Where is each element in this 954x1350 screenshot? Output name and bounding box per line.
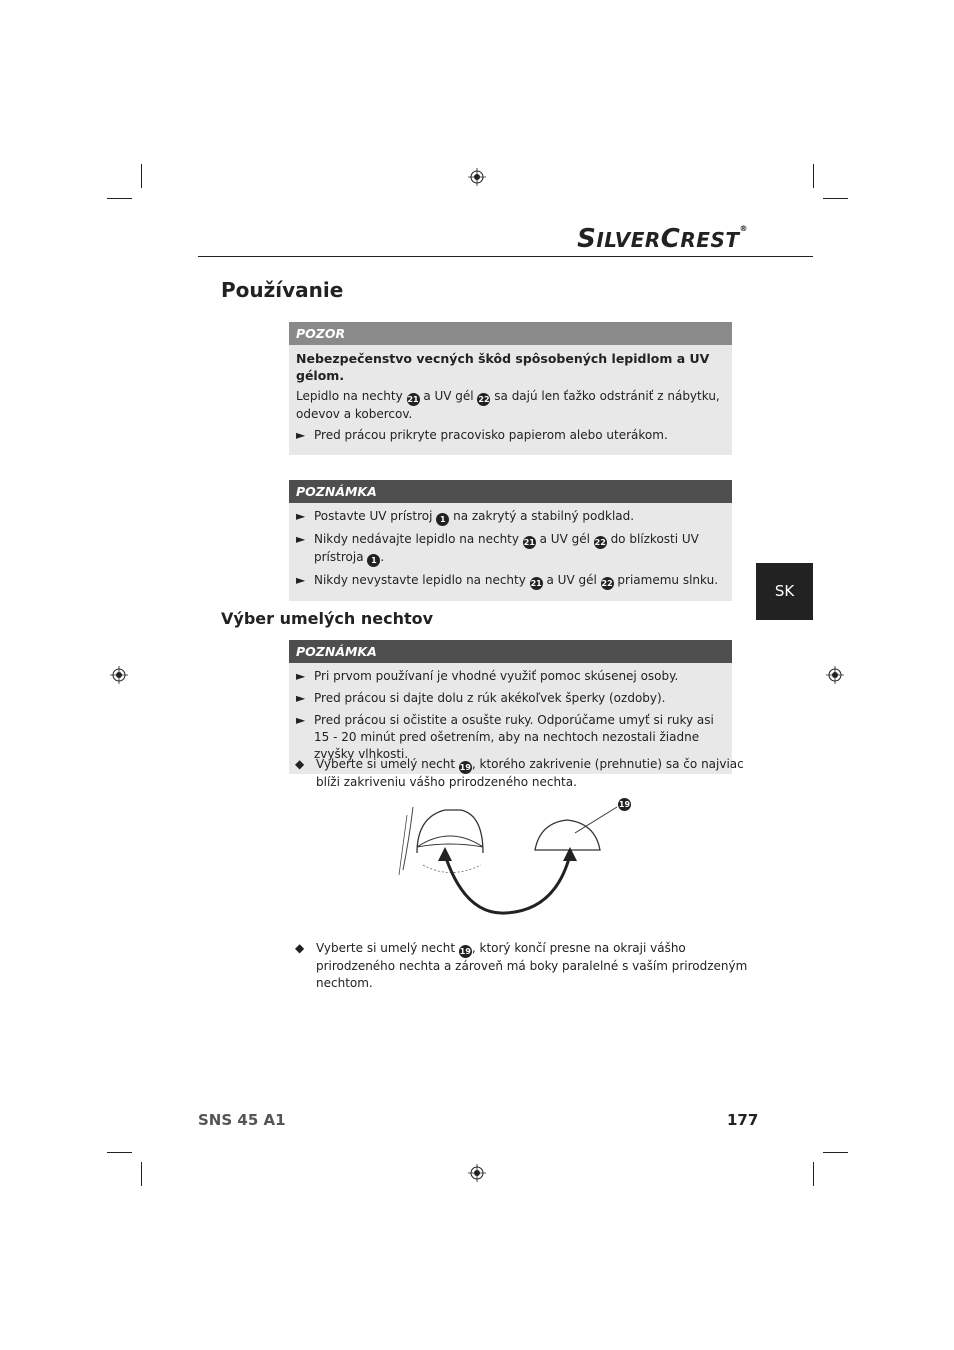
ref-number-icon: 21	[407, 395, 419, 404]
caution-box-header: POZOR	[289, 322, 732, 345]
note-item: ► Pri prvom používaní je vhodné využiť pomoc skúsenej osoby.	[296, 669, 679, 683]
note-box-header: POZNÁMKA	[289, 640, 732, 663]
instruction-step: ◆ Vyberte si umelý necht 19, ktorého zakrivenie (prehnutie) sa čo najviac blíži zakriveniu vášho prirodzeného nechta.	[295, 757, 744, 789]
triangle-bullet-icon: ►	[296, 669, 306, 683]
note-item: ► Pred prácou si dajte dolu z rúk akékoľvek šperky (ozdoby).	[296, 691, 666, 705]
note-box-2	[289, 640, 732, 774]
ref-number-icon: 1	[436, 513, 449, 526]
triangle-bullet-icon: ►	[296, 713, 306, 727]
section-title: Výber umelých nechtov	[221, 609, 434, 628]
nail-curvature-illustration	[395, 795, 645, 920]
crop-mark	[823, 198, 848, 199]
ref-number-icon: 1	[367, 554, 380, 567]
crop-mark	[141, 164, 142, 188]
ref-number-icon: 22	[594, 538, 606, 547]
page-title: Používanie	[221, 278, 344, 302]
note-item: ► Pred prácou si očistite a osušte ruky. Odporúčame umyť si ruky asi 15 - 20 minút pred ošetrením, aby na nechtoch nezostali žiadne zvyšky vlhkosti.	[296, 713, 714, 761]
crop-mark	[107, 1152, 132, 1153]
note-item: ► Nikdy nevystavte lepidlo na nechty 21 a UV gél 22 priamemu slnku.	[296, 573, 719, 588]
diamond-bullet-icon: ◆	[295, 941, 305, 955]
crop-mark	[823, 1152, 848, 1153]
ref-number-icon: 21	[530, 579, 542, 588]
model-number: SNS 45 A1	[198, 1111, 286, 1129]
note-box-header: POZNÁMKA	[289, 480, 732, 503]
ref-number-icon: 19	[459, 763, 471, 772]
triangle-bullet-icon: ►	[296, 428, 306, 442]
note-box-1	[289, 480, 732, 601]
caution-bullet: ► Pred prácou prikryte pracovisko papierom alebo uterákom.	[296, 428, 668, 442]
note-item: ► Postavte UV prístroj 1 na zakrytý a stabilný podklad.	[296, 509, 635, 524]
brand-logo: SILVERCREST®	[577, 224, 748, 254]
registration-mark-icon	[468, 1164, 486, 1182]
triangle-bullet-icon: ►	[296, 532, 306, 546]
note-item: ► Nikdy nedávajte lepidlo na nechty 21 a UV gél 22 do blízkosti UV prístroja 1 .	[296, 532, 699, 565]
triangle-bullet-icon: ►	[296, 691, 306, 705]
header-rule	[198, 256, 813, 257]
registration-mark-icon	[110, 666, 128, 684]
crop-mark	[107, 198, 132, 199]
triangle-bullet-icon: ►	[296, 573, 306, 587]
crop-mark	[813, 164, 814, 188]
caution-box	[289, 322, 732, 455]
registration-mark-icon	[826, 666, 844, 684]
caution-heading: Nebezpečenstvo vecných škôd spôsobených lepidlom a UV gélom.	[296, 351, 710, 383]
ref-number-icon: 22	[478, 395, 490, 404]
page-number: 177	[727, 1111, 759, 1129]
diamond-bullet-icon: ◆	[295, 757, 305, 771]
ref-number-icon: 19	[459, 947, 471, 956]
callout-number-icon: 19	[618, 800, 631, 809]
instruction-step: ◆ Vyberte si umelý necht 19, ktorý končí presne na okraji vášho prirodzeného nechta a zároveň má boky paralelné s vaším prirodzeným nechtom.	[295, 941, 748, 990]
ref-number-icon: 21	[523, 538, 535, 547]
language-tab: SK	[756, 563, 813, 620]
registration-mark-icon	[468, 168, 486, 186]
ref-number-icon: 22	[601, 579, 613, 588]
crop-mark	[813, 1162, 814, 1186]
triangle-bullet-icon: ►	[296, 509, 306, 523]
crop-mark	[141, 1162, 142, 1186]
caution-text: Lepidlo na nechty 21 a UV gél 22 sa dajú len ťažko odstrániť z nábytku, odevov a kobercov.	[296, 389, 720, 421]
